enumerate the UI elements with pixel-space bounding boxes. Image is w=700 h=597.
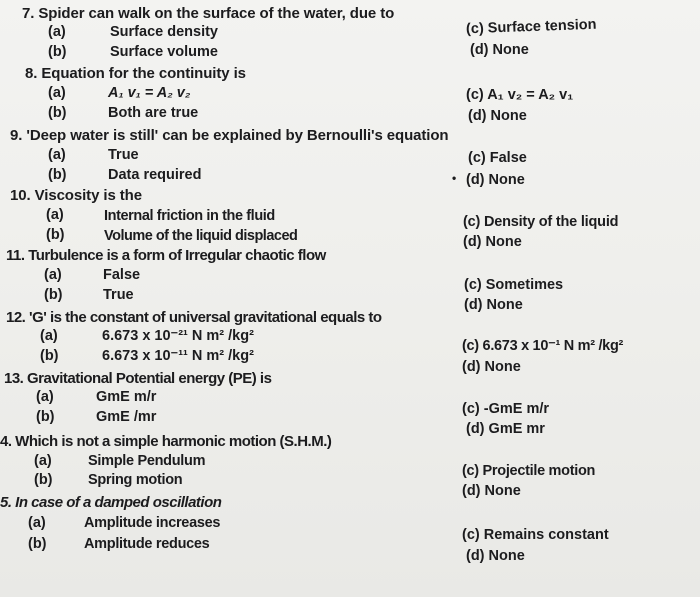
option-d: (d) None — [464, 297, 523, 313]
option-b-text: Volume of the liquid displaced — [104, 228, 298, 244]
option-a-text: Internal friction in the fluid — [104, 208, 275, 224]
question-stem: 13. Gravitational Potential energy (PE) is — [4, 370, 272, 387]
option-b-label: (b) — [44, 287, 63, 303]
option-b-label: (b) — [40, 348, 59, 364]
option-b-text: GmE /mr — [96, 409, 157, 425]
option-c: (c) Sometimes — [464, 277, 564, 293]
option-c: (c) False — [468, 150, 527, 166]
option-a-label: (a) — [48, 24, 66, 40]
option-b-text: Both are true — [108, 105, 199, 121]
question-stem: 5. In case of a damped oscillation — [0, 494, 222, 511]
option-b-label: (b) — [48, 105, 67, 121]
option-b-label: (b) — [28, 536, 47, 552]
stray-mark: • — [452, 171, 457, 185]
option-a-text: True — [108, 147, 139, 163]
option-a-text: Amplitude increases — [84, 515, 221, 531]
option-b-text: Spring motion — [88, 472, 183, 488]
option-c: (c) Remains constant — [462, 527, 609, 543]
option-d: (d) GmE mr — [466, 421, 545, 437]
option-b-label: (b) — [48, 167, 67, 183]
option-b-text: Data required — [108, 167, 202, 183]
option-c: (c) -GmE m/r — [462, 401, 550, 417]
option-a-label: (a) — [40, 328, 58, 344]
option-a-label: (a) — [46, 207, 64, 223]
question-stem: 7. Spider can walk on the surface of the water, due to — [22, 5, 395, 22]
option-a-text: Simple Pendulum — [88, 453, 206, 469]
option-a-text: 6.673 x 10⁻²¹ N m² /kg² — [102, 328, 254, 344]
option-a-label: (a) — [48, 85, 66, 101]
option-c: (c) A₁ v₂ = A₂ v₁ — [466, 87, 574, 103]
option-b-label: (b) — [46, 227, 65, 243]
option-a-text: GmE m/r — [96, 389, 157, 405]
option-d: (d) None — [462, 359, 521, 375]
option-a-label: (a) — [28, 515, 46, 531]
option-b-label: (b) — [34, 472, 53, 488]
option-a-label: (a) — [44, 267, 62, 283]
option-c: (c) Surface tension — [465, 16, 597, 38]
option-a-label: (a) — [48, 147, 66, 163]
option-d: (d) None — [463, 234, 522, 250]
option-c: (c) 6.673 x 10⁻¹ N m² /kg² — [462, 338, 624, 354]
option-c: (c) Density of the liquid — [463, 214, 619, 230]
option-d: (d) None — [466, 172, 525, 188]
option-a-text: False — [103, 267, 141, 283]
option-a-label: (a) — [36, 389, 54, 405]
option-c: (c) Projectile motion — [462, 463, 596, 479]
option-b-text: Surface volume — [110, 44, 218, 60]
option-d: (d) None — [468, 108, 527, 124]
question-stem: 8. Equation for the continuity is — [25, 65, 246, 82]
option-b-label: (b) — [48, 44, 67, 60]
option-d: (d) None — [462, 483, 521, 499]
option-a-text: A₁ v₁ = A₂ v₂ — [108, 85, 191, 101]
option-d: (d) None — [470, 42, 529, 58]
question-stem: 9. 'Deep water is still' can be explained by Bernoulli's equation — [10, 127, 449, 144]
option-d: (d) None — [466, 548, 525, 564]
option-b-text: 6.673 x 10⁻¹¹ N m² /kg² — [102, 348, 254, 364]
question-stem: 10. Viscosity is the — [10, 187, 142, 204]
option-b-text: Amplitude reduces — [84, 536, 210, 552]
question-stem: 4. Which is not a simple harmonic motion (S.H.M.) — [0, 433, 332, 450]
question-stem: 12. 'G' is the constant of universal gravitational equals to — [6, 309, 382, 326]
question-stem: 11. Turbulence is a form of Irregular chaotic flow — [6, 247, 326, 264]
option-a-text: Surface density — [110, 24, 218, 40]
option-b-label: (b) — [36, 409, 55, 425]
option-b-text: True — [103, 287, 134, 303]
option-a-label: (a) — [34, 453, 52, 469]
